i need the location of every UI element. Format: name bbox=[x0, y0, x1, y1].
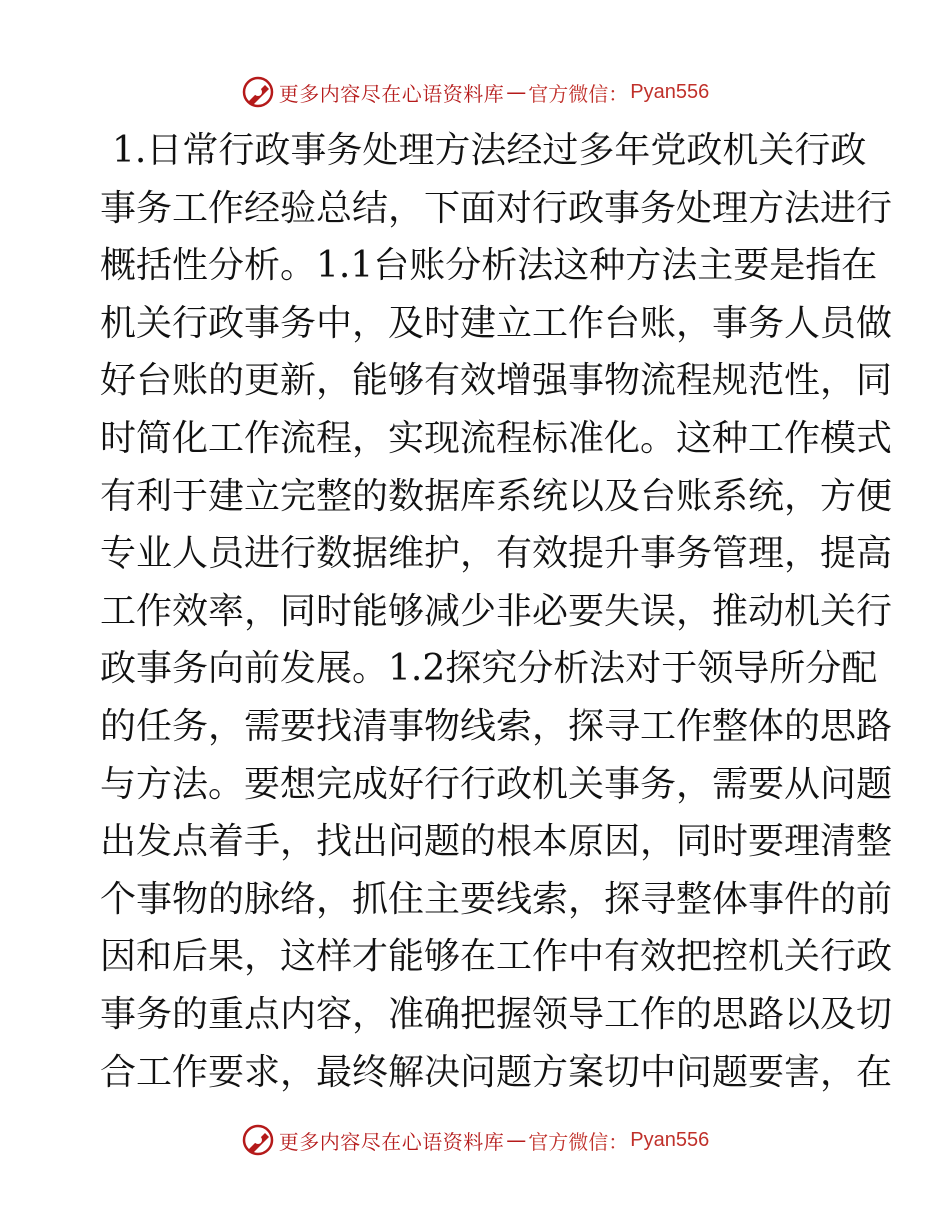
banner-text: 更多内容尽在心语资料库 bbox=[278, 81, 505, 106]
text-line: 事务工作经验总结，下面对行政事务处理方法进行 bbox=[100, 187, 893, 229]
text-line: 机关行政事务中，及时建立工作台账，事务人员做 bbox=[100, 302, 893, 344]
text-line: 的任务，需要找清事物线索，探寻工作整体的思路 bbox=[100, 705, 893, 747]
text-line: 出发点着手，找出问题的根本原因，同时要理清整 bbox=[100, 821, 893, 863]
red-pen-circle-logo-icon bbox=[241, 75, 275, 109]
text-line: 专业人员进行数据维护，有效提升事务管理，提高 bbox=[100, 533, 893, 575]
text-line: 概括性分析。1.1台账分析法这种方法主要是指在 bbox=[100, 245, 878, 287]
text-line: 工作效率，同时能够减少非必要失误，推动机关行 bbox=[100, 590, 893, 632]
red-pen-circle-logo-icon bbox=[241, 1123, 275, 1157]
banner-wechat-label: 官方微信： bbox=[528, 81, 629, 106]
banner-dash: — bbox=[506, 1128, 527, 1152]
document-body bbox=[100, 122, 893, 1101]
banner-dash: — bbox=[506, 80, 527, 104]
text-line: 政事务向前发展。1.2探究分析法对于领导所分配 bbox=[100, 648, 878, 690]
text-line: 与方法。要想完成好行行政机关事务，需要从问题 bbox=[100, 763, 893, 805]
banner-text: 更多内容尽在心语资料库 bbox=[278, 1129, 505, 1154]
header-watermark-banner bbox=[0, 72, 950, 112]
text-line: 个事物的脉络，抓住主要线索，探寻整体事件的前 bbox=[100, 878, 893, 920]
banner-wechat-id: Pyan556 bbox=[630, 1128, 710, 1151]
text-line: 因和后果，这样才能够在工作中有效把控机关行政 bbox=[100, 936, 893, 978]
text-line: 1.日常行政事务处理方法经过多年党政机关行政 bbox=[112, 130, 867, 171]
banner-wechat-label: 官方微信： bbox=[528, 1129, 629, 1154]
text-line: 好台账的更新，能够有效增强事物流程规范性，同 bbox=[100, 360, 893, 402]
text-line: 合工作要求，最终解决问题方案切中问题要害，在 bbox=[100, 1051, 893, 1093]
text-line: 有利于建立完整的数据库系统以及台账系统，方便 bbox=[100, 475, 893, 517]
text-line: 时简化工作流程，实现流程标准化。这种工作模式 bbox=[100, 417, 893, 459]
text-line: 事务的重点内容，准确把握领导工作的思路以及切 bbox=[100, 993, 893, 1035]
banner-wechat-id: Pyan556 bbox=[630, 80, 710, 103]
footer-watermark-banner bbox=[0, 1120, 950, 1160]
